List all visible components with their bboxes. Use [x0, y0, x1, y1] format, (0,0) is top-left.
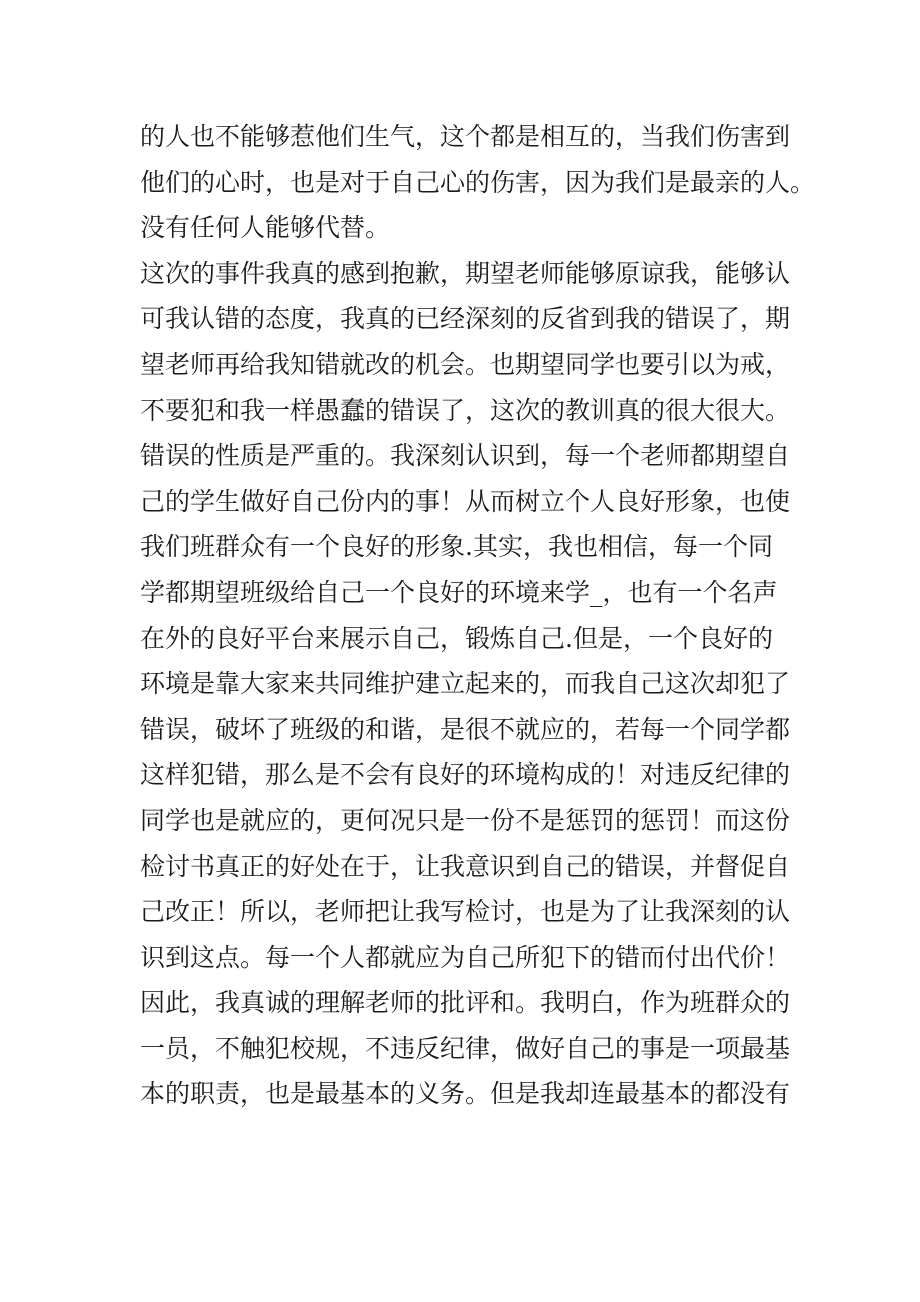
text-line: 在外的良好平台来展示自己，锻炼自己.但是，一个良好的 [140, 623, 773, 653]
text-line: 他们的心时，也是对于自己心的伤害，因为我们是最亲的人。 [140, 167, 816, 197]
text-line: 因此，我真诚的理解老师的批评和。我明白，作为班群众的 [140, 988, 791, 1018]
text-line: 本的职责，也是最基本的义务。但是我却连最基本的都没有 [140, 1079, 791, 1109]
text-line: 检讨书真正的好处在于，让我意识到自己的错误，并督促自 [140, 851, 791, 881]
text-line: 的人也不能够惹他们生气，这个都是相互的，当我们伤害到 [140, 122, 791, 151]
text-line: 错误，破坏了班级的和谐，是很不就应的，若每一个同学都 [140, 714, 791, 744]
text-line: 没有任何人能够代替。 [140, 213, 391, 243]
text-line: 望老师再给我知错就改的机会。也期望同学也要引以为戒， [140, 349, 791, 379]
text-line: 一员，不触犯校规，不违反纪律，做好自己的事是一项最基 [140, 1033, 791, 1063]
text-line: 不要犯和我一样愚蠢的错误了，这次的教训真的很大很大。 [140, 395, 791, 425]
text-line: 环境是靠大家来共同维护建立起来的，而我自己这次却犯了 [140, 669, 791, 699]
text-line: 同学也是就应的，更何况只是一份不是惩罚的惩罚！而这份 [140, 805, 791, 835]
text-line: 我们班群众有一个良好的形象.其实，我也相信，每一个同 [140, 532, 773, 562]
text-line: 可我认错的态度，我真的已经深刻的反省到我的错误了，期 [140, 304, 791, 334]
text-line: 这次的事件我真的感到抱歉，期望老师能够原谅我，能够认 [140, 258, 791, 288]
text-line: 错误的性质是严重的。我深刻认识到，每一个老师都期望自 [140, 441, 791, 471]
text-line: 己改正！所以，老师把让我写检讨，也是为了让我深刻的认 [140, 897, 791, 927]
text-line: 学都期望班级给自己一个良好的环境来学_，也有一个名声 [140, 577, 778, 607]
text-line: 己的学生做好自己份内的事！从而树立个人良好形象，也使 [140, 486, 791, 516]
text-line: 这样犯错，那么是不会有良好的环境构成的！对违反纪律的 [140, 760, 791, 790]
text-line: 识到这点。每一个人都就应为自己所犯下的错而付出代价！ [140, 942, 791, 972]
document-body [140, 114, 820, 1117]
